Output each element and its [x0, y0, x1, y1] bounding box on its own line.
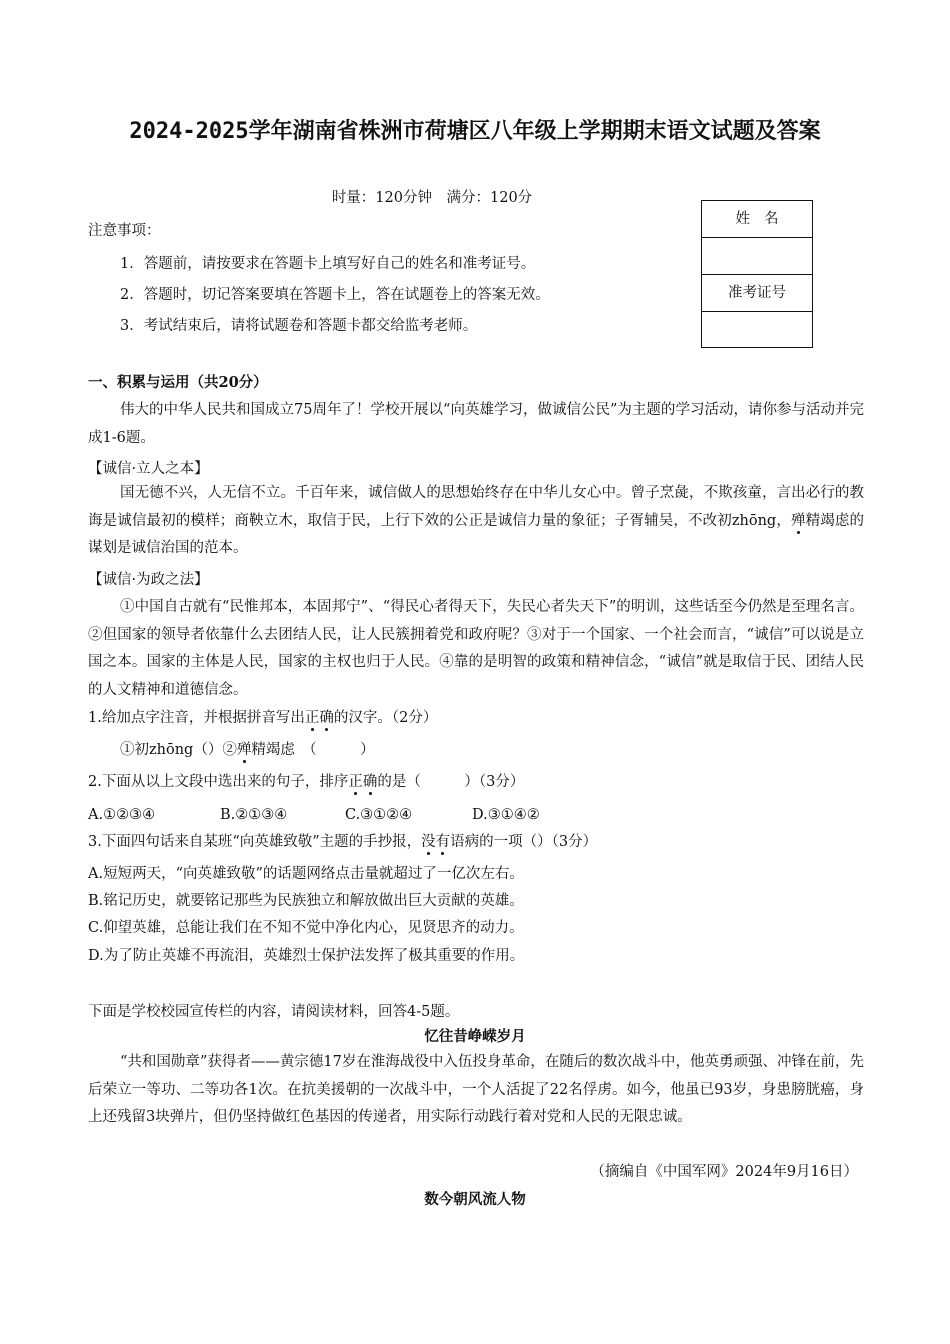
note-item-3: 3．考试结束后，请将试题卷和答题卡都交给监考老师。: [120, 318, 478, 334]
question-3: 3.下面四句话来自某班“向英雄致敬”主题的手抄报，没有语病的一项（）（3分）: [88, 834, 598, 850]
time-info: 时量：120分钟 满分：120分: [331, 190, 533, 206]
option-a[interactable]: A.①②③④: [88, 807, 156, 823]
option-b[interactable]: B.②①③④: [220, 807, 288, 823]
question-2: 2.下面从以上文段中选出来的句子，排序正确的是（ ）（3分）: [88, 774, 525, 790]
reading-text-1: “共和国勋章”获得者——黄宗德17岁在淮海战役中入伍投身革命，在随后的数次战斗中，他英勇顽强、冲锋在前，先后荣立一等功、二等功各1次。在抗美援朝的一次战斗中，一个人活捉了22名俘虏。如今，他虽已93岁，身患膀胱癌，身上还残留3块弹片，但仍坚持做红色基因的传递者，用实际行动践行着对党和人民的无限忠诚。: [88, 1054, 864, 1125]
question-1-items: ①初zhōng（）②殚精竭虑 （ ）: [120, 742, 375, 758]
question-3-option-d[interactable]: D.为了防止英雄不再流泪，英雄烈士保护法发挥了极其重要的作用。: [88, 948, 525, 964]
info-box: [701, 200, 813, 348]
name-field[interactable]: [702, 238, 812, 275]
subsection-text-1: 国无德不兴，人无信不立。千百年来，诚信做人的思想始终存在中华儿女心中。曾子烹彘，不欺孩童，言出必行的教诲是诚信最初的模样；商鞅立木，取信于民，上行下效的公正是诚信力量的象征；子胥辅吴，不改初zhōng，殚精竭虑的谋划是诚信治国的范本。: [88, 485, 865, 556]
reading-title-1: 忆往昔峥嵘岁月: [424, 1028, 526, 1045]
question-1: 1.给加点字注音，并根据拼音写出正确的汉字。（2分）: [88, 710, 438, 726]
subsection-text-2: ①中国自古就有“民惟邦本，本固邦宁”、“得民心者得天下，失民心者失天下”的明训，这些话至今仍然是至理名言。②但国家的领导者依靠什么去团结人民，让人民簇拥着党和政府呢？③对于一个国家、一个社会而言，“诚信”可以说是立国之本。国家的主体是人民，国家的主权也归于人民。④靠的是明智的政策和精神信念，“诚信”就是取信于民、团结人民的人文精神和道德信念。: [88, 599, 864, 698]
section-intro: 伟大的中华人民共和国成立75周年了！学校开展以“向英雄学习，做诚信公民”为主题的学习活动，请你参与活动并完成1-6题。: [88, 402, 864, 446]
question-2-options: [88, 805, 540, 825]
question-3-option-c[interactable]: C.仰望英雄，总能让我们在不知不觉中净化内心，见贤思齐的动力。: [88, 920, 524, 936]
notes-heading: 注意事项：: [88, 223, 161, 239]
reading-title-2: 数今朝风流人物: [424, 1191, 526, 1208]
id-field[interactable]: [702, 312, 812, 349]
note-item-1: 1．答题前，请按要求在答题卡上填写好自己的姓名和准考证号。: [120, 256, 536, 272]
reading-source-1: （摘编自《中国军网》2024年9月16日）: [590, 1164, 858, 1180]
note-item-2: 2．答题时，切记答案要填在答题卡上，答在试题卷上的答案无效。: [120, 287, 550, 303]
option-c[interactable]: C.③①②④: [345, 807, 413, 823]
exam-title: 2024-2025学年湖南省株洲市荷塘区八年级上学期期末语文试题及答案: [129, 119, 821, 144]
question-3-option-a[interactable]: A.短短两天，“向英雄致敬”的话题网络点击量就超过了一亿次左右。: [88, 866, 524, 882]
subsection-title-1: 【诚信·立人之本】: [88, 461, 209, 477]
option-d[interactable]: D.③①④②: [472, 807, 540, 823]
name-label: 姓名: [702, 201, 812, 238]
dotted-char: 殚: [790, 512, 806, 529]
question-3-option-b[interactable]: B.铭记历史，就要铭记那些为民族独立和解放做出巨大贡献的英雄。: [88, 893, 524, 909]
reading-intro: 下面是学校校园宣传栏的内容，请阅读材料，回答4-5题。: [88, 1004, 460, 1020]
subsection-title-2: 【诚信·为政之法】: [88, 572, 209, 588]
section-heading: 一、积累与运用（共20分）: [88, 374, 268, 391]
id-label: 准考证号: [702, 275, 812, 312]
